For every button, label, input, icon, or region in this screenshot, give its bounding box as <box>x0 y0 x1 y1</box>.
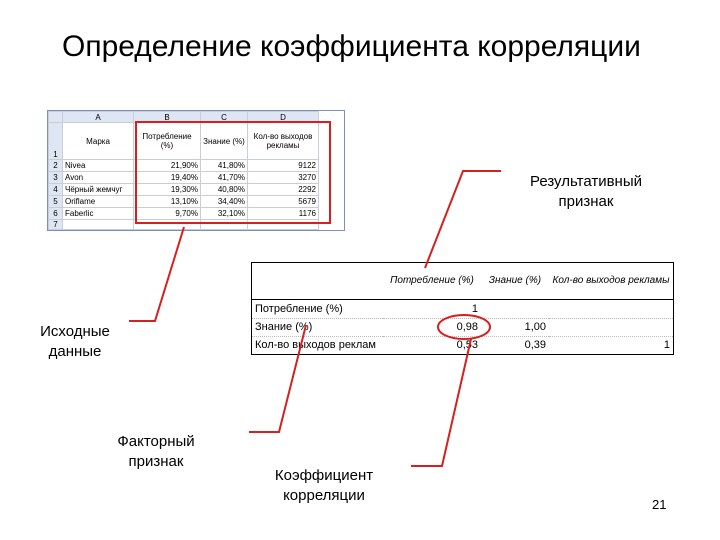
matrix-col-ads: Кол-во выходов рекламы <box>549 263 673 300</box>
col-header-d[interactable]: D <box>248 112 319 123</box>
callout-factor <box>249 325 306 432</box>
header-brand[interactable]: Марка <box>63 123 134 160</box>
header-knowledge[interactable]: Знание (%) <box>201 123 248 160</box>
knowledge-cell[interactable]: 41,80% <box>201 160 248 172</box>
ads-cell[interactable]: 2292 <box>248 184 319 196</box>
coef-label: Коэффициент корреляции <box>274 467 374 504</box>
knowledge-cell[interactable]: 32,10% <box>201 208 248 220</box>
source-label: Исходные данные <box>40 323 110 360</box>
brand-cell[interactable]: Чёрный жемчуг <box>63 184 134 196</box>
callout-coef <box>411 339 471 466</box>
consumption-cell[interactable]: 21,90% <box>134 160 201 172</box>
matrix-col-knowledge: Знание (%) <box>481 263 549 300</box>
consumption-cell[interactable]: 9,70% <box>134 208 201 220</box>
knowledge-cell[interactable]: 34,40% <box>201 196 248 208</box>
brand-cell[interactable]: Avon <box>63 172 134 184</box>
matrix-value: 1 <box>663 339 670 352</box>
matrix-value: 1,00 <box>481 318 549 336</box>
brand-cell[interactable]: Faberlic <box>63 208 134 220</box>
page-number: 21 <box>652 497 667 512</box>
row-number[interactable]: 1 <box>49 123 63 160</box>
matrix-row-label: Кол-во выходов реклам <box>255 339 376 352</box>
col-header-c[interactable]: C <box>201 112 248 123</box>
row-number[interactable]: 7 <box>49 220 63 230</box>
factor-label: Факторный признак <box>117 433 195 470</box>
callout-result <box>425 171 501 268</box>
header-ads[interactable]: Кол-во выходов рекламы <box>248 123 319 160</box>
slide-title: Определение коэффициента корреляции <box>62 30 641 63</box>
callout-source <box>129 227 184 321</box>
result-label: Результативный признак <box>529 173 642 210</box>
ads-cell[interactable]: 5679 <box>248 196 319 208</box>
matrix-value: 0,39 <box>524 339 546 352</box>
matrix-value: 0,53 <box>456 339 478 352</box>
matrix-col-consumption: Потребление (%) <box>383 263 481 300</box>
brand-cell[interactable]: Oriflame <box>63 196 134 208</box>
ads-cell[interactable]: 9122 <box>248 160 319 172</box>
col-header-a[interactable]: A <box>63 112 134 123</box>
ads-cell[interactable]: 3270 <box>248 172 319 184</box>
header-consumption[interactable]: Потребление (%) <box>134 123 201 160</box>
knowledge-cell[interactable]: 41,70% <box>201 172 248 184</box>
matrix-value: 1 <box>383 300 481 318</box>
knowledge-cell[interactable]: 40,80% <box>201 184 248 196</box>
ads-cell[interactable]: 1176 <box>248 208 319 220</box>
consumption-cell[interactable]: 13,10% <box>134 196 201 208</box>
consumption-cell[interactable]: 19,40% <box>134 172 201 184</box>
brand-cell[interactable]: Nivea <box>63 160 134 172</box>
matrix-value-highlighted: 0,98 <box>383 318 481 336</box>
row-number[interactable]: 4 <box>49 184 63 196</box>
row-number[interactable]: 2 <box>49 160 63 172</box>
highlight-ellipse <box>438 315 490 339</box>
row-number[interactable]: 5 <box>49 196 63 208</box>
matrix-row-label: Знание (%) <box>252 318 383 336</box>
consumption-cell[interactable]: 19,30% <box>134 184 201 196</box>
col-header-b[interactable]: B <box>134 112 201 123</box>
row-number[interactable]: 6 <box>49 208 63 220</box>
row-number[interactable]: 3 <box>49 172 63 184</box>
matrix-row-label: Потребление (%) <box>252 300 383 318</box>
